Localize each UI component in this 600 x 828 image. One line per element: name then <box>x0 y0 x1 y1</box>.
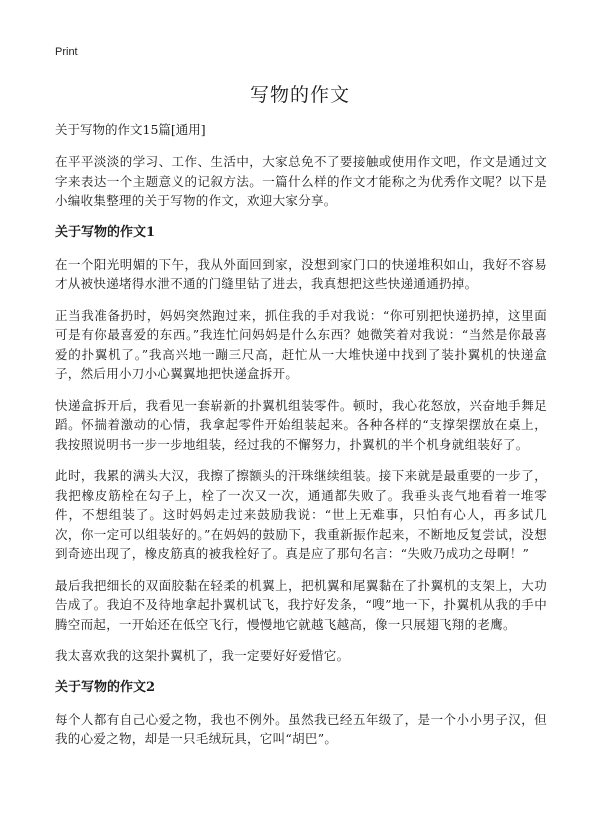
intro-paragraph: 在平平淡淡的学习、工作、生活中，大家总免不了要接触或使用作文吧，作文是通过文字来表达一个主题意义的记叙方法。一篇什么样的作文才能称之为优秀作文呢？以下是小编收集整理的关于写物的作文，欢迎大家分享。 <box>55 154 547 208</box>
section-paragraph: 快递盒拆开后，我看见一套崭新的扑翼机组装零件。顿时，我心花怒放，兴奋地手舞足蹈。怀揣着激动的心情，我拿起零件开始组装起来。各种各样的“支撑架摆放在桌上，我按照说明书一步一步地组装，经过我的不懈努力，扑翼机的半个机身就组装好了。 <box>55 397 547 452</box>
section-heading: 关于写物的作文2 <box>55 679 156 695</box>
document-body <box>55 120 547 761</box>
section-paragraph: 正当我准备扔时，妈妈突然跑过来，抓住我的手对我说：“你可别把快递扔掉，这里面可是有你最喜爱的东西。”我连忙问妈妈是什么东西？她微笑着对我说：“当然是你最喜爱的扑翼机了。”我高兴地一蹦三尺高，赶忙从一大堆快递中找到了装扑翼机的快递盒子，然后用小刀小心翼翼地把快递盒拆开。 <box>55 307 547 381</box>
document-title: 写物的作文 <box>249 84 350 106</box>
section-paragraph: 此时，我累的满头大汉，我擦了擦额头的汗珠继续组装。接下来就是最重要的一步了，我把橡皮筋栓在勾子上，栓了一次又一次，通通都失败了。我垂头丧气地看着一堆零件，不想组装了。这时妈妈走过来鼓励我说：“世上无难事，只怕有心人，再多试几次，你一定可以组装好的。”在妈妈的鼓励下，我重新振作起来，不断地反复尝试，没想到奇迹出现了，橡皮筋真的被我栓好了。真是应了那句名言：“失败乃成功之母啊！” <box>55 468 547 561</box>
document-subtitle: 关于写物的作文15篇[通用] <box>55 122 206 137</box>
section-paragraph: 在一个阳光明媚的下午，我从外面回到家，没想到家门口的快递堆积如山，我好不容易才从被快递堵得水泄不通的门缝里钻了进去，我真想把这些快递通通扔掉。 <box>55 256 547 291</box>
section-paragraph: 每个人都有自己心爱之物，我也不例外。虽然我已经五年级了，是一个小小男子汉，但我的心爱之物，却是一只毛绒玩具，它叫“胡巴”。 <box>55 711 547 746</box>
print-link[interactable]: Print <box>55 46 78 58</box>
section-heading: 关于写物的作文1 <box>55 224 156 240</box>
section-paragraph: 最后我把细长的双面胶黏在轻柔的机翼上，把机翼和尾翼黏在了扑翼机的支架上，大功告成了。我迫不及待地拿起扑翼机试飞，我拧好发条，“嗖”地一下，扑翼机从我的手中腾空而起，一开始还在低空飞行，慢慢地它就越飞越高，像一只展翅飞翔的老鹰。 <box>55 577 547 632</box>
section-paragraph: 我太喜欢我的这架扑翼机了，我一定要好好爱惜它。 <box>55 648 350 663</box>
